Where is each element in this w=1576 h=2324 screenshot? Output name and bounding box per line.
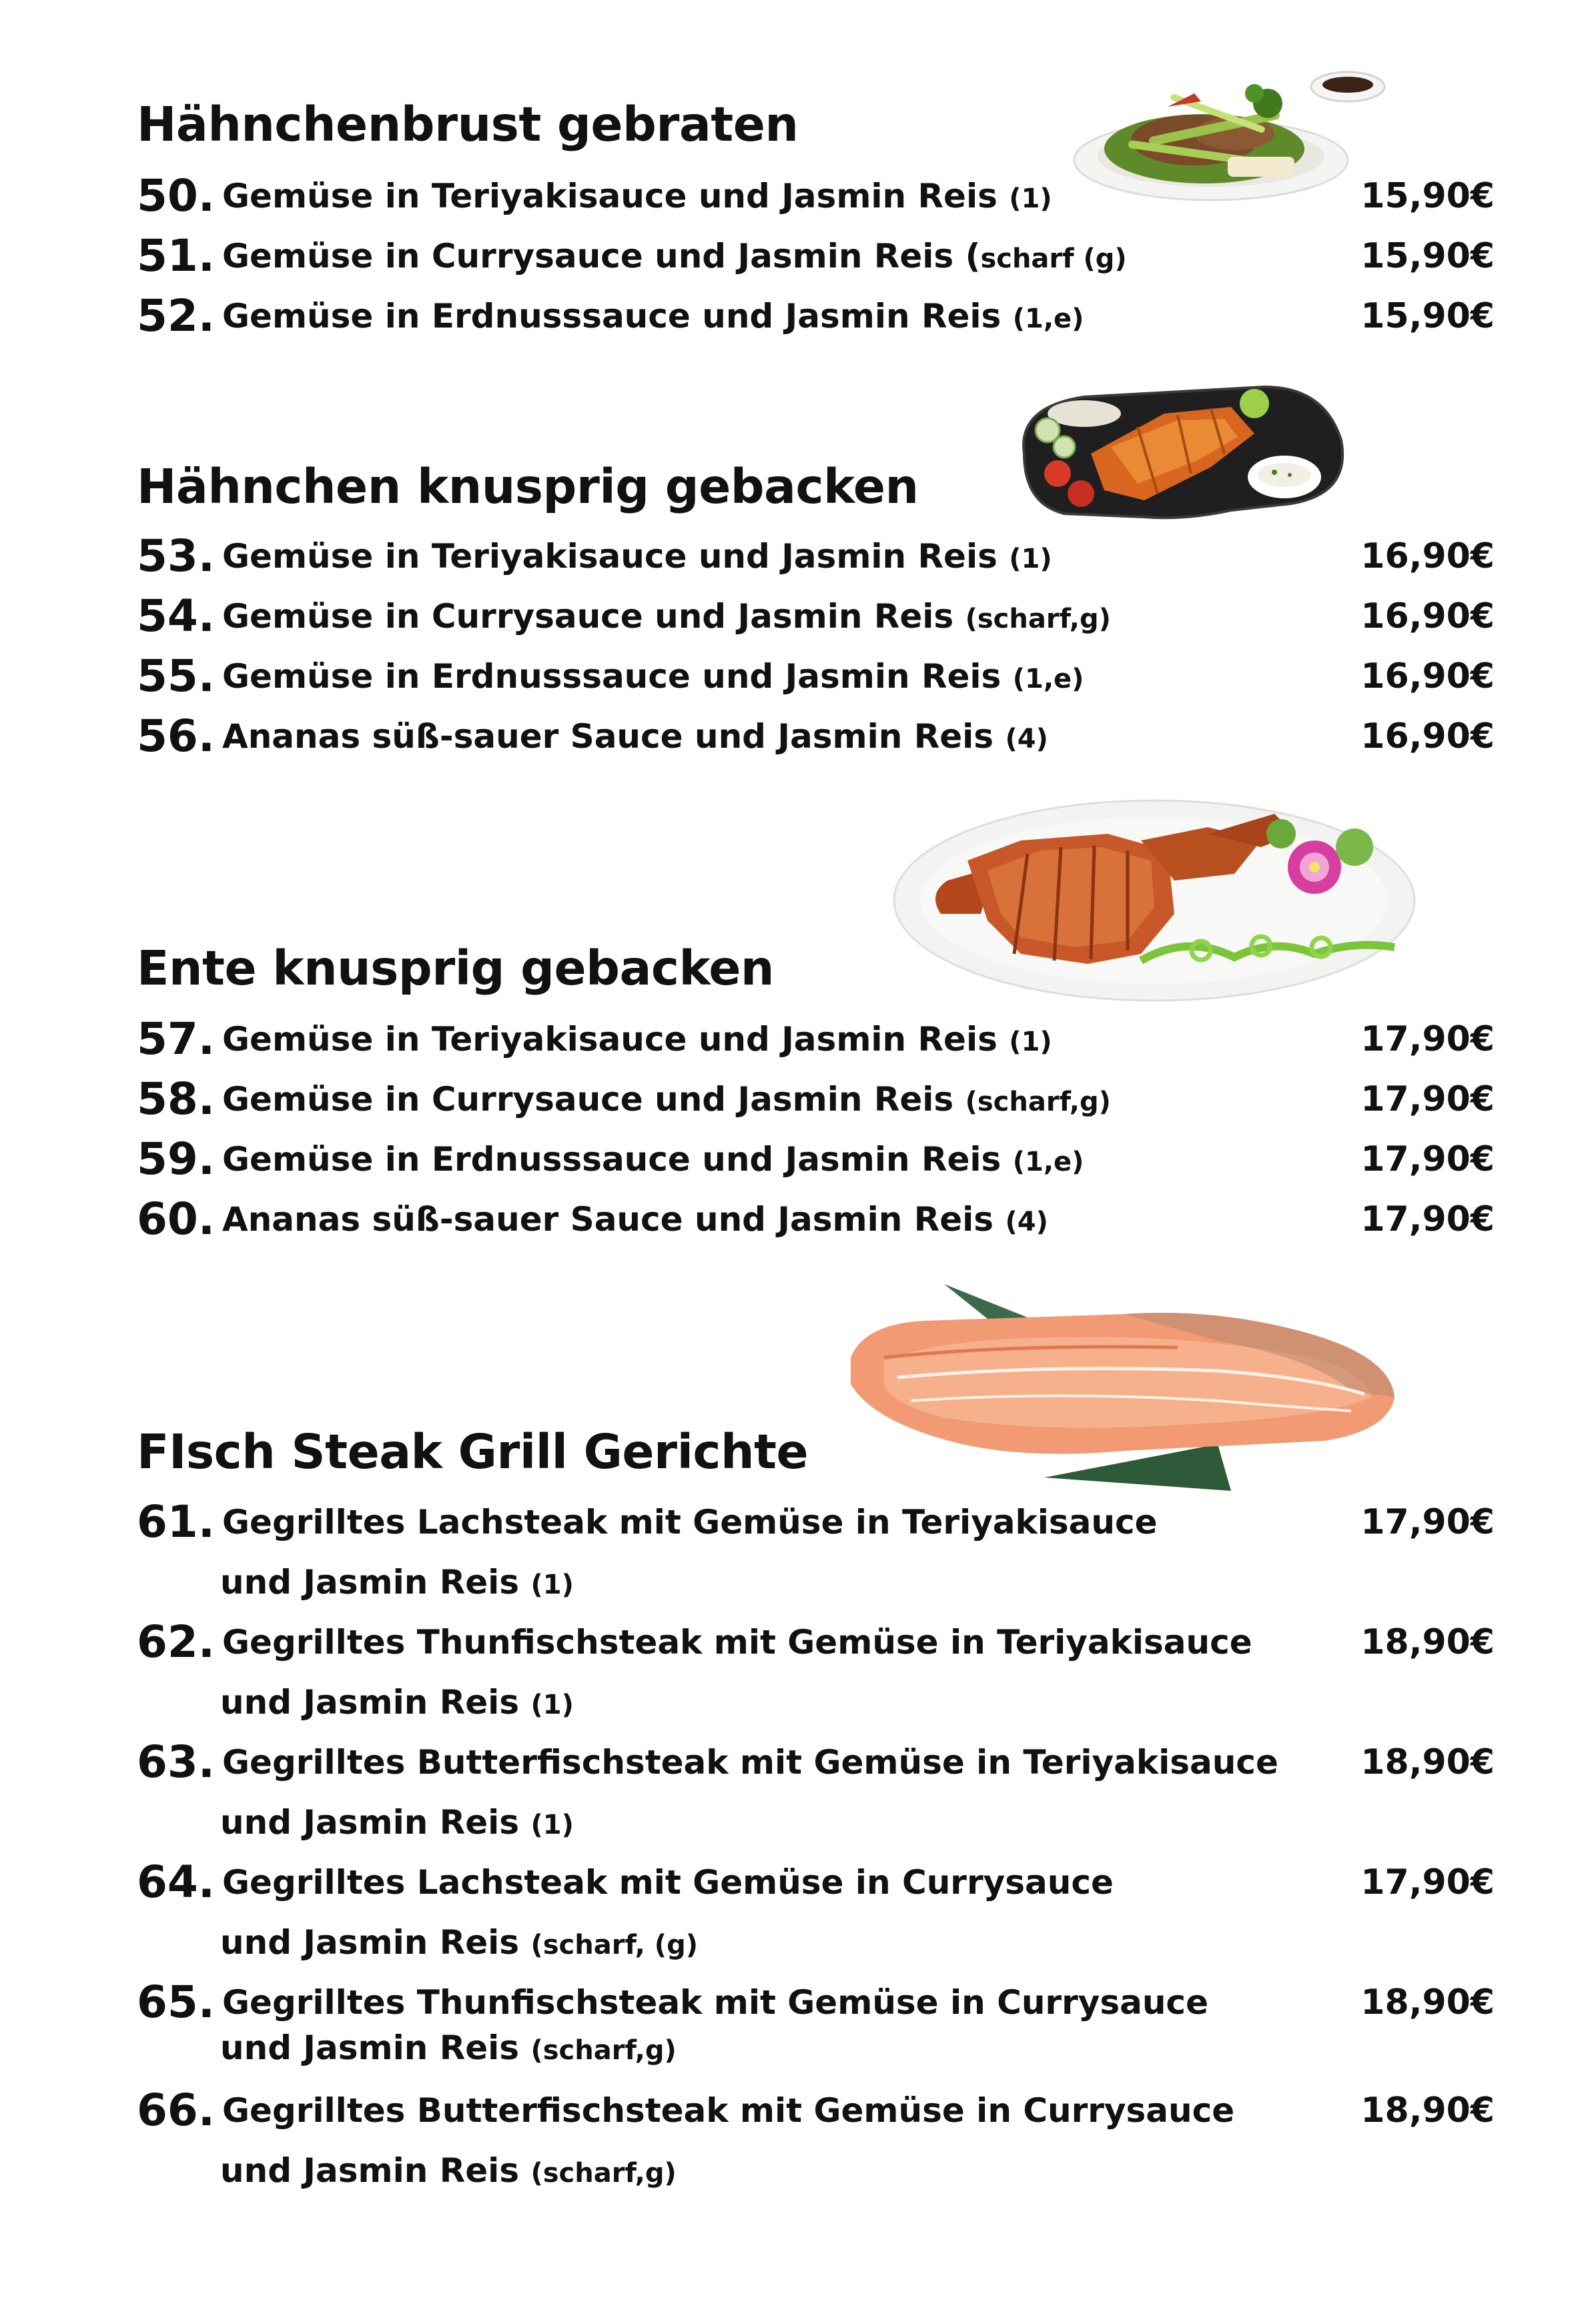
item-number: 66.	[137, 2085, 215, 2136]
menu-item-58	[137, 1069, 1576, 1130]
allergen-note: (1)	[530, 1570, 574, 1600]
menu-item-61	[137, 1492, 1576, 1613]
allergen-note: (1)	[1009, 544, 1052, 574]
item-number: 60.	[137, 1193, 215, 1245]
item-description: Gegrilltes Thunfischsteak mit Gemüse in Teriyakisauce	[222, 1623, 1252, 1662]
item-number: 63.	[137, 1736, 215, 1788]
menu-item-63	[137, 1732, 1576, 1853]
item-description-line2: und Jasmin Reis (scharf,g)	[220, 2028, 677, 2067]
item-number: 53.	[137, 530, 215, 582]
item-description-line2: und Jasmin Reis (1)	[220, 1803, 574, 1842]
item-description: Ananas süß-sauer Sauce und Jasmin Reis (4)	[222, 1200, 1048, 1239]
menu-item-55	[137, 646, 1576, 707]
item-number: 64.	[137, 1856, 215, 1908]
crispy-chicken-plate-icon	[1011, 367, 1358, 530]
item-price: 17,90€	[1360, 1079, 1495, 1119]
menu-item-54	[137, 586, 1576, 647]
item-price: 17,90€	[1360, 1139, 1495, 1179]
item-description: Gegrilltes Butterfischsteak mit Gemüse in Currysauce	[222, 2091, 1235, 2130]
item-price: 16,90€	[1360, 716, 1495, 756]
item-description: Gegrilltes Thunfischsteak mit Gemüse in Currysauce	[222, 1983, 1208, 2022]
item-description: Gemüse in Teriyakisauce und Jasmin Reis (1)	[222, 1020, 1052, 1059]
menu-item-52	[137, 285, 1576, 347]
item-price: 18,90€	[1360, 1742, 1495, 1782]
item-price: 18,90€	[1360, 2091, 1495, 2131]
item-description: Ananas süß-sauer Sauce und Jasmin Reis (4)	[222, 717, 1048, 756]
item-number: 65.	[137, 1976, 215, 2028]
item-price: 15,90€	[1360, 296, 1495, 336]
item-description: Gemüse in Erdnusssauce und Jasmin Reis (1,e)	[222, 1140, 1084, 1179]
item-number: 58.	[137, 1073, 215, 1125]
menu-item-57	[137, 1009, 1576, 1070]
menu-item-53	[137, 526, 1576, 587]
item-price: 16,90€	[1360, 536, 1495, 576]
menu-item-51	[137, 225, 1576, 287]
item-description-line2: und Jasmin Reis (scharf, (g)	[220, 1923, 698, 1962]
item-number: 62.	[137, 1616, 215, 1668]
item-number: 55.	[137, 650, 215, 702]
item-price: 16,90€	[1360, 596, 1495, 636]
item-description-line2: und Jasmin Reis (scharf,g)	[220, 2151, 677, 2190]
item-description-line2: und Jasmin Reis (1)	[220, 1563, 574, 1602]
item-description: Gegrilltes Lachsteak mit Gemüse in Teriyakisauce	[222, 1503, 1158, 1542]
allergen-note: (4)	[1005, 724, 1048, 754]
item-description: Gemüse in Currysauce und Jasmin Reis (scharf,g)	[222, 597, 1111, 636]
item-description: Gemüse in Teriyakisauce und Jasmin Reis (1)	[222, 177, 1052, 215]
allergen-note: (1)	[1009, 183, 1052, 214]
item-description: Gegrilltes Butterfischsteak mit Gemüse in Teriyakisauce	[222, 1743, 1278, 1782]
item-description: Gegrilltes Lachsteak mit Gemüse in Currysauce	[222, 1863, 1114, 1902]
allergen-note: (scharf,g)	[965, 604, 1111, 634]
menu-item-64	[137, 1852, 1576, 1973]
item-number: 56.	[137, 710, 215, 762]
menu-item-66	[137, 2080, 1576, 2201]
menu-item-65	[137, 1972, 1576, 2080]
item-price: 15,90€	[1360, 236, 1495, 276]
section-title-haehnchen-knusprig: Hähnchen knusprig gebacken	[137, 459, 919, 514]
allergen-note: (scharf,g)	[530, 2158, 677, 2189]
menu-item-56	[137, 706, 1576, 767]
grilled-salmon-steak-icon	[844, 1277, 1411, 1498]
item-number: 52.	[137, 290, 215, 342]
item-price: 17,90€	[1360, 1862, 1495, 1902]
section-title-fisch-steak: FIsch Steak Grill Gerichte	[137, 1424, 809, 1480]
allergen-note: (4)	[1005, 1207, 1048, 1237]
item-number: 59.	[137, 1133, 215, 1185]
allergen-note: (1,e)	[1012, 664, 1084, 694]
item-price: 18,90€	[1360, 1622, 1495, 1662]
menu-item-62	[137, 1612, 1576, 1733]
item-description-line2: und Jasmin Reis (1)	[220, 1683, 574, 1722]
allergen-note: (1)	[530, 1810, 574, 1840]
item-description: Gemüse in Currysauce und Jasmin Reis (scharf,g)	[222, 1080, 1111, 1119]
allergen-note: (1)	[530, 1690, 574, 1720]
item-number: 57.	[137, 1013, 215, 1065]
allergen-note: (scharf,g)	[965, 1087, 1111, 1117]
allergen-note: (1,e)	[1012, 304, 1084, 334]
allergen-note: scharf (g)	[980, 243, 1127, 274]
item-number: 54.	[137, 590, 215, 642]
item-description: Gemüse in Teriyakisauce und Jasmin Reis (1)	[222, 537, 1052, 576]
item-number: 61.	[137, 1496, 215, 1548]
item-price: 15,90€	[1360, 176, 1495, 216]
allergen-note: (1,e)	[1012, 1147, 1084, 1177]
allergen-note: (1)	[1009, 1027, 1052, 1057]
item-price: 17,90€	[1360, 1199, 1495, 1239]
item-description: Gemüse in Erdnusssauce und Jasmin Reis (1,e)	[222, 297, 1084, 336]
item-price: 16,90€	[1360, 656, 1495, 696]
item-description: Gemüse in Currysauce und Jasmin Reis (scharf (g)	[222, 237, 1127, 275]
item-number: 51.	[137, 230, 215, 281]
roast-duck-plate-icon	[887, 787, 1428, 1017]
menu-item-50	[137, 165, 1576, 227]
item-price: 18,90€	[1360, 1982, 1495, 2022]
allergen-note: (scharf, (g)	[530, 1930, 698, 1960]
item-price: 17,90€	[1360, 1502, 1495, 1542]
menu-item-60	[137, 1189, 1576, 1250]
item-number: 50.	[137, 170, 215, 221]
allergen-note: (scharf,g)	[530, 2035, 677, 2066]
item-price: 17,90€	[1360, 1019, 1495, 1059]
section-title-haehnchenbrust: Hähnchenbrust gebraten	[137, 97, 799, 152]
section-title-ente-knusprig: Ente knusprig gebacken	[137, 941, 774, 996]
item-description: Gemüse in Erdnusssauce und Jasmin Reis (1,e)	[222, 657, 1084, 696]
menu-item-59	[137, 1129, 1576, 1190]
